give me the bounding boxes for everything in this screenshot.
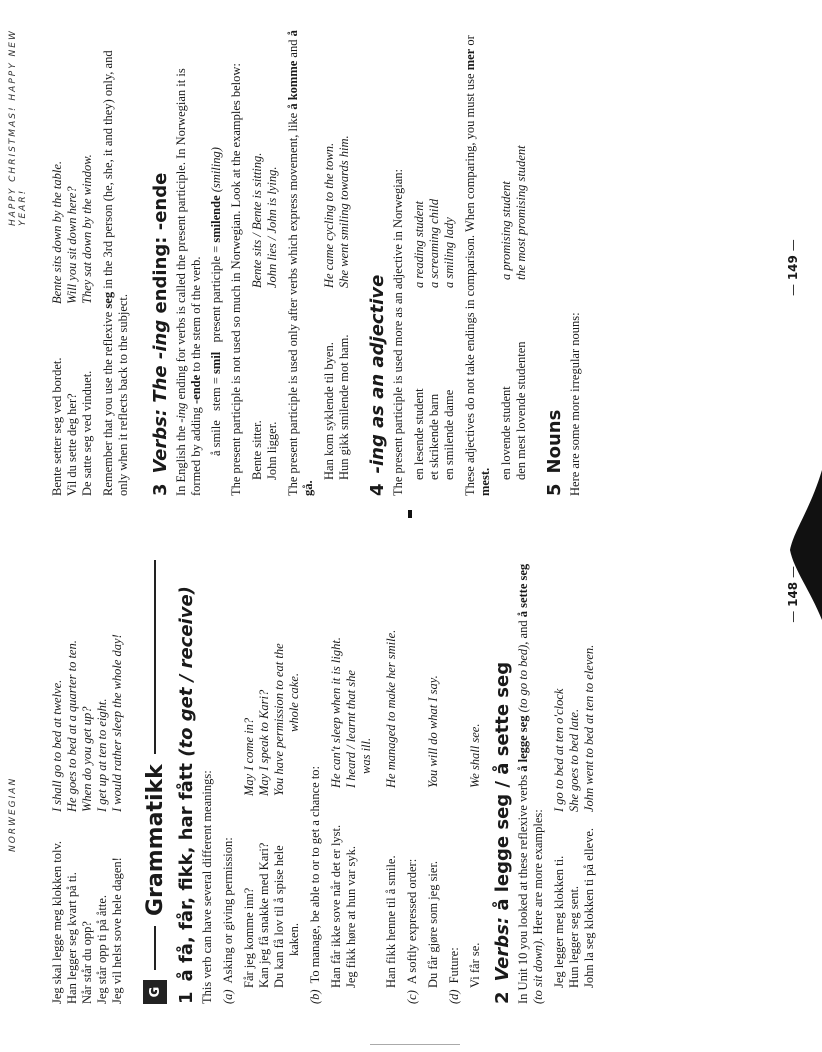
text: Here are more examples: bbox=[531, 809, 545, 935]
subsection-label: (c) bbox=[405, 990, 419, 1004]
english-text: a smiling lady bbox=[442, 217, 456, 288]
subsection-label: (b) bbox=[308, 989, 322, 1004]
example-row bbox=[265, 30, 280, 480]
english-text: You have permission to eat the bbox=[272, 643, 286, 796]
example-row bbox=[50, 30, 65, 496]
section-number: 2 bbox=[492, 991, 513, 1004]
bold-text: mest. bbox=[478, 467, 492, 496]
example-row bbox=[95, 550, 110, 1004]
examples-s4-a bbox=[412, 30, 457, 480]
section-number: 4 bbox=[367, 483, 388, 496]
section-title: Verbs: The bbox=[150, 365, 171, 474]
english-text: was ill. bbox=[359, 737, 373, 774]
subsection-label: (d) bbox=[447, 989, 461, 1004]
examples-s2 bbox=[552, 550, 597, 988]
bold-text: smilende bbox=[209, 195, 223, 243]
english-text: She goes to bed late. bbox=[567, 708, 581, 812]
english-text: He goes to bed at a quarter to ten. bbox=[65, 640, 79, 812]
example-row bbox=[442, 30, 457, 480]
page-148 bbox=[0, 526, 822, 1052]
english-text: I go to bed at ten o'clock bbox=[552, 688, 566, 812]
intro-examples-left bbox=[50, 550, 125, 1004]
norwegian-text: Når står du opp? bbox=[80, 921, 94, 1004]
bold-text: å legge seg bbox=[516, 715, 530, 772]
norwegian-text: Hun gikk smilende mot ham. bbox=[337, 334, 351, 480]
paragraph: This verb can have several different meanings: bbox=[200, 770, 214, 1004]
section-title-translation: (to get / receive) bbox=[176, 586, 197, 757]
grammatikk-header bbox=[143, 550, 167, 1004]
norwegian-text: en lesende student bbox=[412, 388, 426, 480]
example-row bbox=[65, 550, 80, 1004]
norwegian-text: John ligger. bbox=[265, 421, 279, 480]
english-text: John went to bed at ten to eleven. bbox=[582, 644, 596, 812]
example-row bbox=[257, 550, 272, 988]
text: å smile bbox=[209, 420, 223, 456]
text: to the stem of the verb. bbox=[189, 256, 203, 372]
section-title: -ing bbox=[150, 319, 171, 360]
english-text: When do you get up? bbox=[80, 706, 94, 812]
english-text: I shall go to bed at twelve. bbox=[50, 679, 64, 812]
scan-shadow bbox=[780, 470, 822, 620]
norwegian-text: kaken. bbox=[287, 923, 301, 956]
page-number-149: — 149 — bbox=[786, 239, 800, 296]
norwegian-text: Du kan få lov til å spise hele bbox=[272, 845, 286, 988]
example-row bbox=[272, 550, 287, 988]
example-row bbox=[567, 550, 582, 988]
english-text: I would rather sleep the whole day! bbox=[110, 634, 124, 812]
example-row bbox=[250, 30, 265, 480]
norwegian-text: De satte seg ved vinduet. bbox=[80, 370, 94, 496]
english-text: John lies / John is lying. bbox=[265, 166, 279, 288]
gutter-mark bbox=[408, 510, 412, 518]
text: stem = bbox=[209, 377, 223, 411]
bold-text: å gå. bbox=[286, 30, 315, 496]
norwegian-text: Får jeg komme inn? bbox=[242, 887, 256, 988]
norwegian-text: Jeg skal legge meg klokken tolv. bbox=[50, 840, 64, 1004]
norwegian-text: Jeg legger meg klokken ti. bbox=[552, 855, 566, 988]
subsection-d bbox=[447, 550, 462, 1004]
example-row bbox=[50, 550, 65, 1004]
subsection-label: (a) bbox=[221, 989, 235, 1004]
subsection-text: To manage, be able to or to get a chance to: bbox=[308, 765, 322, 984]
example-row bbox=[582, 550, 597, 988]
bold-text: å sette seg bbox=[516, 563, 530, 618]
norwegian-text: Kan jeg få snakke med Kari? bbox=[257, 842, 271, 988]
example-row bbox=[337, 30, 352, 480]
subsection-text: Asking or giving permission: bbox=[221, 837, 235, 984]
examples-s4-b bbox=[499, 30, 529, 480]
page-number-148: — 148 — bbox=[786, 566, 800, 623]
norwegian-text: Bente sitter. bbox=[250, 420, 264, 480]
example-row bbox=[65, 30, 80, 496]
page-number: 148 bbox=[786, 581, 800, 607]
section-title: -ing as an adjective bbox=[367, 274, 388, 474]
bold-text: mer bbox=[463, 48, 477, 71]
section-title: ending: -ende bbox=[150, 172, 171, 314]
formula-line bbox=[209, 30, 224, 496]
example-row bbox=[514, 30, 529, 480]
norwegian-text: John la seg klokken ti på elleve. bbox=[582, 827, 596, 988]
page-149-body bbox=[44, 30, 588, 496]
subsection-c bbox=[405, 550, 420, 1004]
grammatikk-title: Grammatikk bbox=[142, 764, 168, 916]
english-text: Will you sit down here? bbox=[65, 186, 79, 304]
page-148-body bbox=[44, 550, 603, 1004]
norwegian-text: Jeg fikk høre at hun var syk. bbox=[344, 846, 358, 988]
example-row bbox=[344, 550, 359, 988]
paragraph: The present participle is not used so much in Norwegian. Look at the examples below: bbox=[229, 63, 243, 496]
english-text: May I come in? bbox=[242, 717, 256, 796]
italic-text: (to go to bed), bbox=[516, 641, 530, 713]
english-text: He can't sleep when it is light. bbox=[329, 637, 343, 788]
text: or bbox=[463, 35, 477, 46]
paragraph: Here are some more irregular nouns: bbox=[568, 312, 582, 496]
examples-c bbox=[426, 550, 441, 988]
example-row bbox=[242, 550, 257, 988]
scan-edge-line bbox=[370, 1044, 460, 1045]
norwegian-text: et skrikende barn bbox=[427, 393, 441, 480]
text: These adjectives do not take endings in comparison. When comparing, you must use bbox=[463, 73, 477, 496]
example-row bbox=[287, 550, 302, 988]
norwegian-text: Jeg vil helst sove hele dagen! bbox=[110, 857, 124, 1004]
example-row bbox=[499, 30, 514, 480]
section-3-heading bbox=[150, 30, 171, 496]
subsection-a bbox=[221, 550, 236, 1004]
norwegian-text: Du får gjøre som jeg sier. bbox=[426, 860, 440, 988]
examples-b bbox=[329, 550, 399, 988]
text: In Unit 10 you looked at these reflexive verbs bbox=[516, 774, 530, 1004]
norwegian-text: Han får ikke sove når det er lyst. bbox=[329, 824, 343, 988]
paragraph bbox=[174, 30, 204, 496]
paragraph bbox=[286, 30, 316, 496]
english-text: You will do what I say. bbox=[426, 675, 440, 788]
text: present participle = bbox=[209, 245, 223, 343]
italic-text: (smiling) bbox=[209, 147, 223, 193]
english-text: a reading student bbox=[412, 200, 426, 288]
english-text: We shall see. bbox=[468, 723, 482, 788]
section-number: 1 bbox=[176, 991, 197, 1004]
text: in the 3rd person (he, she, it and they) only, and only when it reflects back to the subject. bbox=[101, 50, 130, 496]
example-row bbox=[359, 550, 374, 988]
intro-examples-right bbox=[50, 30, 95, 496]
english-text: the most promising student bbox=[514, 145, 528, 280]
norwegian-text bbox=[359, 788, 374, 988]
example-row bbox=[552, 550, 567, 988]
english-text: I get up at ten to eight. bbox=[95, 698, 109, 812]
english-text: whole cake. bbox=[287, 672, 301, 732]
subsection-text: A softly expressed order: bbox=[405, 858, 419, 985]
grammar-section-logo-icon: G bbox=[143, 980, 167, 1004]
running-head-left: NORWEGIAN bbox=[8, 776, 18, 852]
examples-s3-a bbox=[250, 30, 280, 480]
subsection-text: Future: bbox=[447, 947, 461, 984]
example-row bbox=[329, 550, 344, 988]
section-5-heading bbox=[544, 30, 565, 496]
section-title: å få, får, fikk, har fått bbox=[176, 762, 197, 982]
text: In English the bbox=[174, 425, 188, 496]
norwegian-text: Bente setter seg ved bordet. bbox=[50, 357, 64, 496]
running-head-right: HAPPY CHRISTMAS! HAPPY NEW YEAR! bbox=[8, 29, 28, 226]
section-2-heading bbox=[492, 550, 513, 1004]
english-text: Bente sits down by the table. bbox=[50, 160, 64, 304]
bold-text: å komme bbox=[286, 60, 300, 110]
english-text: He managed to make her smile. bbox=[384, 629, 398, 788]
section-number: 5 bbox=[544, 483, 565, 496]
paragraph: The present participle is used more as an adjective in Norwegian: bbox=[391, 169, 405, 496]
subsection-b bbox=[308, 550, 323, 1004]
text: and bbox=[286, 39, 300, 58]
norwegian-text: Han legger seg kvart på ti. bbox=[65, 872, 79, 1004]
example-row bbox=[80, 550, 95, 1004]
page-number: 149 bbox=[786, 255, 800, 281]
english-text: I heard / learnt that she bbox=[344, 670, 358, 788]
italic-text: -ing bbox=[174, 402, 188, 423]
paragraph bbox=[463, 30, 493, 496]
norwegian-text: Han kom syklende til byen. bbox=[322, 342, 336, 480]
norwegian-text: en lovende student bbox=[499, 386, 513, 480]
norwegian-text: en smilende dame bbox=[442, 389, 456, 480]
english-text: a promising student bbox=[499, 181, 513, 280]
paragraph bbox=[101, 30, 131, 496]
bold-text: smil bbox=[209, 351, 223, 374]
example-row bbox=[427, 30, 442, 480]
norwegian-text: den mest lovende studenten bbox=[514, 341, 528, 480]
english-text: He came cycling to the town. bbox=[322, 142, 336, 288]
text: The present participle is used only after verbs which express movement, like bbox=[286, 112, 300, 496]
section-number: 3 bbox=[150, 483, 171, 496]
example-row bbox=[384, 550, 399, 988]
bold-text: seg bbox=[101, 291, 115, 309]
norwegian-text: Vil du sette deg her? bbox=[65, 393, 79, 496]
example-row bbox=[110, 550, 125, 1004]
english-text: They sat down by the window. bbox=[80, 154, 94, 304]
section-title: å legge seg / å sette seg bbox=[492, 661, 513, 911]
english-text: a screaming child bbox=[427, 198, 441, 288]
example-row bbox=[468, 550, 483, 988]
norwegian-text: Hun legger seg sent. bbox=[567, 885, 581, 988]
norwegian-text: Han fikk henne til å smile. bbox=[384, 855, 398, 988]
examples-s3-b bbox=[322, 30, 352, 480]
italic-text: (to sit down). bbox=[531, 937, 545, 1004]
example-row bbox=[322, 30, 337, 480]
example-row bbox=[80, 30, 95, 496]
example-row bbox=[426, 550, 441, 988]
examples-a bbox=[242, 550, 302, 988]
norwegian-text: Vi får se. bbox=[468, 942, 482, 988]
norwegian-text: Jeg står opp ti på åtte. bbox=[95, 895, 109, 1004]
text: Remember that you use the reflexive bbox=[101, 311, 115, 496]
english-text: She went smiling towards him. bbox=[337, 135, 351, 288]
section-title-prefix: Verbs: bbox=[492, 916, 513, 982]
section-4-heading bbox=[367, 30, 388, 496]
text: and bbox=[516, 620, 530, 639]
text: ending for verbs is called the present participle. In Norwegian it is formed by adding bbox=[174, 68, 203, 496]
english-text: Bente sits / Bente is sitting. bbox=[250, 152, 264, 288]
example-row bbox=[412, 30, 427, 480]
english-text: May I speak to Kari? bbox=[257, 689, 271, 796]
divider bbox=[154, 560, 156, 754]
bold-text: -ende bbox=[189, 374, 203, 404]
section-1-heading bbox=[176, 550, 197, 1004]
divider bbox=[154, 926, 156, 970]
section-title: Nouns bbox=[544, 409, 565, 474]
examples-d bbox=[468, 550, 483, 988]
paragraph bbox=[516, 550, 546, 1004]
